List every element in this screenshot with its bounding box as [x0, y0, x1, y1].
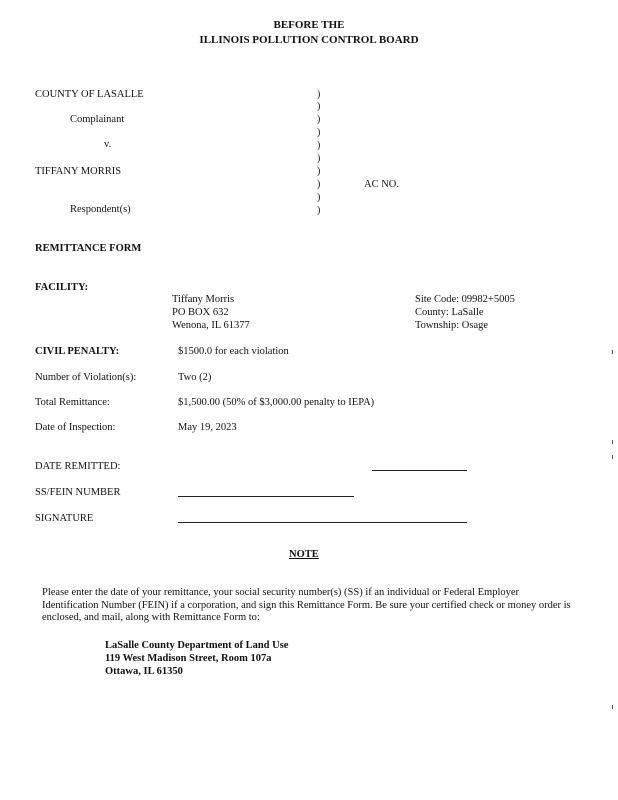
scan-speck	[612, 455, 613, 459]
date-remitted-label: DATE REMITTED:	[35, 461, 121, 472]
civil-penalty-value: $1500.0 for each violation	[178, 346, 289, 357]
note-heading: NOTE	[289, 549, 319, 560]
violations-label: Number of Violation(s):	[35, 372, 137, 383]
facility-address-line1: PO BOX 632	[172, 307, 229, 318]
site-code: Site Code: 09982+5005	[415, 294, 515, 305]
mailing-address-line2: 119 West Madison Street, Room 107a	[105, 653, 272, 664]
facility-label: FACILITY:	[35, 282, 89, 293]
case-number-label: AC NO.	[364, 179, 400, 190]
date-remitted-field[interactable]	[372, 470, 467, 471]
ssfein-label: SS/FEIN NUMBER	[35, 487, 121, 498]
signature-field[interactable]	[178, 522, 467, 523]
facility-address-line2: Wenona, IL 61377	[172, 320, 250, 331]
caption-paren: )	[317, 166, 321, 177]
complainant-name: COUNTY OF LASALLE	[35, 89, 144, 100]
versus-label: v.	[104, 139, 112, 150]
caption-paren: )	[317, 127, 321, 138]
civil-penalty-label: CIVIL PENALTY:	[35, 346, 120, 357]
mailing-address-line3: Ottawa, IL 61350	[105, 666, 183, 677]
caption-paren: )	[317, 153, 321, 164]
caption-paren: )	[317, 114, 321, 125]
board-header-line2: ILLINOIS POLLUTION CONTROL BOARD	[199, 34, 419, 46]
complainant-role: Complainant	[70, 114, 125, 125]
mailing-address-line1: LaSalle County Department of Land Use	[105, 640, 289, 651]
facility-county: County: LaSalle	[415, 307, 484, 318]
facility-township: Township: Osage	[415, 320, 489, 331]
caption-paren: )	[317, 205, 321, 216]
caption-paren: )	[317, 101, 321, 112]
scan-speck	[612, 705, 613, 709]
inspection-date-value: May 19, 2023	[178, 422, 237, 433]
total-remittance-label: Total Remittance:	[35, 397, 110, 408]
caption-paren: )	[317, 179, 321, 190]
note-paragraph: Please enter the date of your remittance, your social security number(s) (SS) if an individual or Federal Employer Identification Number (FEIN) if a corporation, and sign this Remittance Form. Be sure your certified check or money order is enclosed, and mail, along with Remittance Form to:	[42, 587, 571, 623]
scan-speck	[612, 350, 613, 354]
board-header-line1: BEFORE THE	[273, 19, 345, 31]
inspection-date-label: Date of Inspection:	[35, 422, 116, 433]
respondent-role: Respondent(s)	[70, 204, 131, 215]
scan-speck	[612, 440, 613, 444]
respondent-name: TIFFANY MORRIS	[35, 166, 122, 177]
total-remittance-value: $1,500.00 (50% of $3,000.00 penalty to IEPA)	[178, 397, 375, 408]
ssfein-field[interactable]	[178, 496, 354, 497]
signature-label: SIGNATURE	[35, 513, 94, 524]
caption-paren: )	[317, 192, 321, 203]
remittance-form-title: REMITTANCE FORM	[35, 243, 142, 254]
violations-value: Two (2)	[178, 372, 212, 383]
caption-paren: )	[317, 89, 321, 100]
caption-paren: )	[317, 140, 321, 151]
facility-name: Tiffany Morris	[172, 294, 235, 305]
